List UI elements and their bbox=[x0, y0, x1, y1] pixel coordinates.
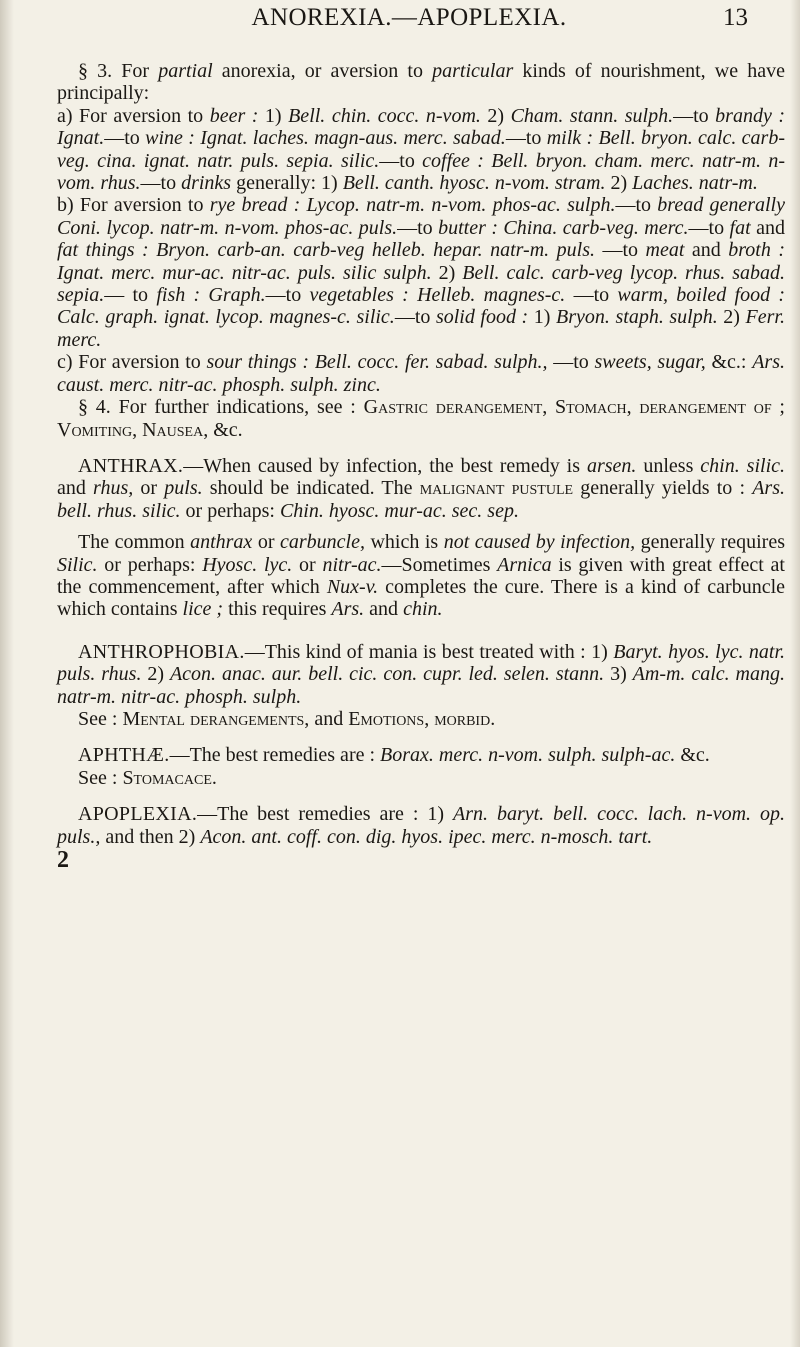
aphthae-entry: APHTHÆ.—The best remedies are : Borax. merc. n-vom. sulph. sulph-ac. &c. bbox=[78, 744, 710, 767]
running-title: ANOREXIA.—APOPLEXIA. bbox=[251, 4, 567, 31]
apoplexia-entry: APOPLEXIA.—The best remedies are : 1) Arn. baryt. bell. cocc. lach. n-vom. op. puls., and then 2) Acon. ant. coff. con. dig. hyos. ipec. merc. n-mosch. tart. bbox=[57, 803, 785, 848]
page-body bbox=[57, 60, 785, 871]
scan-edge-right bbox=[790, 0, 800, 1347]
signature-mark: 2 bbox=[57, 847, 69, 873]
aversion-b-paragraph: b) For aversion to rye bread : Lycop. natr-m. n-vom. phos-ac. sulph.—to bread generally Coni. lycop. natr-m. n-vom. phos-ac. puls.—to butter : China. carb-veg. merc.—to fat and fat things : Bryon. carb-an. carb-veg helleb. hepar. natr-m. puls. —to meat and broth : Ignat. merc. mur-ac. nitr-ac. puls. silic sulph. 2) Bell. calc. carb-veg lycop. rhus. sabad. sepia.— to fish : Graph.—to vegetables : Helleb. magnes-c. —to warm, boiled food : Calc. graph. ignat. lycop. magnes-c. silic.—to solid food : 1) Bryon. staph. sulph. 2) Ferr. merc. bbox=[57, 194, 786, 351]
section-4-paragraph: § 4. For further indications, see : Gastric derangement, Stomach, derangement of ; Vomiting, Nausea, &c. bbox=[57, 396, 785, 441]
anthrax-entry: ANTHRAX.—When caused by infection, the best remedy is arsen. unless chin. silic. and rhus, or puls. should be indicated. The malignant pustule generally yields to : Ars. bell. rhus. silic. or perhaps: Chin. hyosc. mur-ac. sec. sep. bbox=[57, 454, 786, 522]
aversion-a-paragraph: a) For aversion to beer : 1) Bell. chin. cocc. n-vom. 2) Cham. stann. sulph.—to brandy : Ignat.—to wine : Ignat. laches. magn-aus. merc. sabad.—to milk : Bell. bryon. calc. carb-veg. cina. ignat. natr. puls. sepia. silic.—to coffee : Bell. bryon. cham. merc. natr-m. n-vom. rhus.—to drinks generally: 1) Bell. canth. hyosc. n-vom. stram. 2) Laches. natr-m. bbox=[57, 104, 786, 195]
anthrophobia-see-also: See : Mental derangements, and Emotions, morbid. bbox=[78, 707, 496, 730]
aversion-c-paragraph: c) For aversion to sour things : Bell. cocc. fer. sabad. sulph., —to sweets, sugar, &c.: Ars. caust. merc. nitr-ac. phosph. sulph. zinc. bbox=[57, 351, 785, 396]
aphthae-see-also: See : Stomacace. bbox=[78, 766, 217, 789]
section-3-paragraph: § 3. For partial anorexia, or aversion to particular kinds of nourishment, we have principally: bbox=[57, 60, 785, 105]
page-number: 13 bbox=[723, 4, 748, 31]
carbuncle-paragraph: The common anthrax or carbuncle, which is not caused by infection, generally requires Silic. or perhaps: Hyosc. lyc. or nitr-ac.—Sometimes Arnica is given with great effect at the commencement, after which Nux-v. completes the cure. There is a kind of carbuncle which contains lice ; this requires Ars. and chin. bbox=[57, 531, 786, 621]
page-header bbox=[40, 4, 778, 38]
anthrophobia-entry: ANTHROPHOBIA.—This kind of mania is best treated with : 1) Baryt. hyos. lyc. natr. puls. rhus. 2) Acon. anac. aur. bell. cic. con. cupr. led. selen. stann. 3) Am-m. calc. mang. natr-m. nitr-ac. phosph. sulph. bbox=[57, 640, 786, 708]
scan-edge-left bbox=[0, 0, 14, 1347]
